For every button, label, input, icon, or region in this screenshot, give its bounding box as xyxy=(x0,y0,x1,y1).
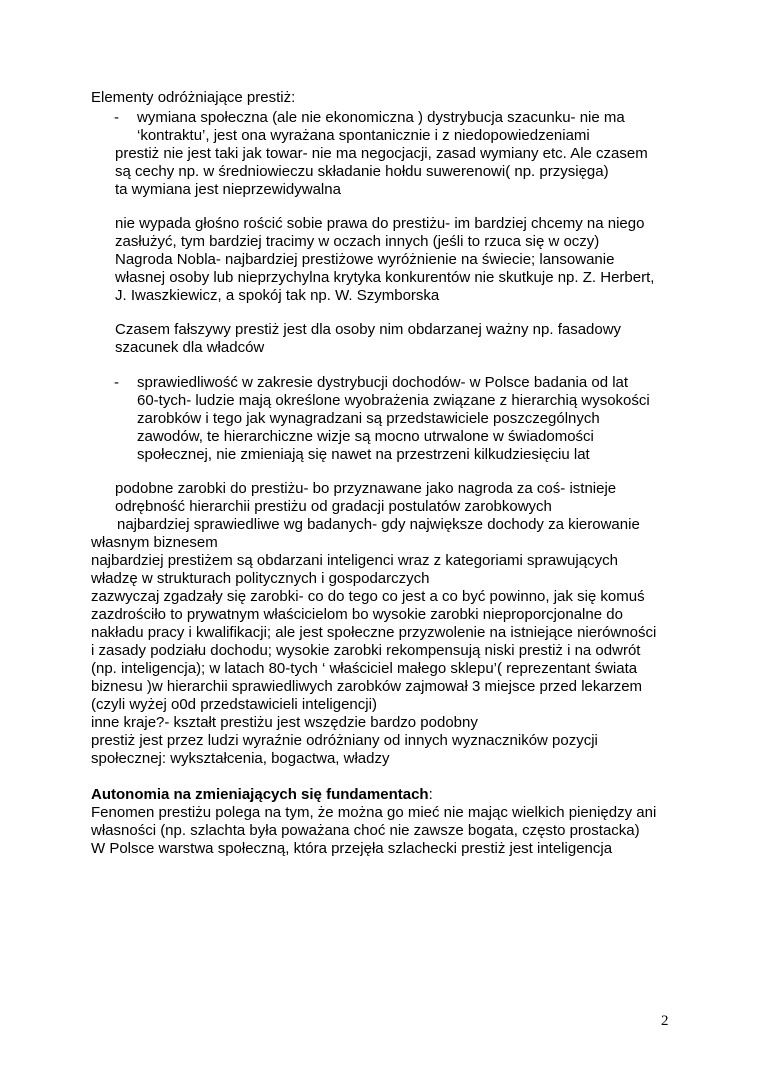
text-line: własności (np. szlachta była poważana choć nie zawsze bogata, często prostacka) xyxy=(91,822,640,839)
text-line: są cechy np. w średniowieczu składanie hołdu suwerenowi( np. przysięga) xyxy=(115,163,609,180)
text-line: własnym biznesem xyxy=(91,534,218,551)
text-line: Nagroda Nobla- najbardziej prestiżowe wyróżnienie na świecie; lansowanie xyxy=(115,251,615,268)
text-line: prestiż nie jest taki jak towar- nie ma negocjacji, zasad wymiany etc. Ale czasem xyxy=(115,145,648,162)
text-line: zasłużyć, tym bardziej tracimy w oczach innych (jeśli to rzuca się w oczy) xyxy=(115,233,600,250)
text-line: (czyli wyżej o0d przedstawicieli inteligencji) xyxy=(91,696,377,713)
text-line: nakładu pracy i kwalifikacji; ale jest społeczne przyzwolenie na istniejące nierówności xyxy=(91,624,657,641)
text-line: najbardziej sprawiedliwe wg badanych- gdy największe dochody za kierowanie xyxy=(117,516,640,533)
text-line: inne kraje?- kształt prestiżu jest wszędzie bardzo podobny xyxy=(91,714,478,731)
text-line: (np. inteligencja); w latach 80-tych ‘ właściciel małego sklepu’( reprezentant świata xyxy=(91,660,638,677)
text-line: własnej osoby lub nieprzychylna krytyka konkurentów nie skutkuje np. Z. Herbert, xyxy=(115,269,655,286)
text-line: wymiana społeczna (ale nie ekonomiczna ) dystrybucja szacunku- nie ma xyxy=(137,109,625,126)
text-line: społecznej, nie zmieniają się nawet na przestrzeni kilkudziesięciu lat xyxy=(137,446,590,463)
text-line: biznesu )w hierarchii sprawiedliwych zarobków zajmował 3 miejsce przed lekarzem xyxy=(91,678,643,695)
text-line: Czasem fałszywy prestiż jest dla osoby nim obdarzanej ważny np. fasadowy xyxy=(115,321,622,338)
bullet-dash: - xyxy=(114,374,119,391)
text-line: zarobków i tego jak wynagradzani są przedstawiciele poszczególnych xyxy=(137,410,600,427)
text-line: społecznej: wykształcenia, bogactwa, władzy xyxy=(91,750,390,767)
subheading: Autonomia na zmieniających się fundamentach xyxy=(91,786,429,803)
text-line: J. Iwaszkiewicz, a spokój tak np. W. Szymborska xyxy=(115,287,440,304)
subheading-line xyxy=(91,786,433,804)
text-line: sprawiedliwość w zakresie dystrybucji dochodów- w Polsce badania od lat xyxy=(137,374,629,391)
subheading-colon: : xyxy=(428,786,433,803)
text-line: zazwyczaj zgadzały się zarobki- co do tego co jest a co być powinno, jak się komuś xyxy=(91,588,645,605)
text-line: prestiż jest przez ludzi wyraźnie odróżniany od innych wyznaczników pozycji xyxy=(91,732,598,749)
text-line: Fenomen prestiżu polega na tym, że można go mieć nie mając wielkich pieniędzy ani xyxy=(91,804,657,821)
text-line: zazdrościło to prywatnym właścicielom bo wysokie zarobki nieproporcjonalne do xyxy=(91,606,623,623)
text-line: zawodów, te hierarchiczne wizje są mocno utrwalone w świadomości xyxy=(137,428,594,445)
page-number: 2 xyxy=(661,1013,669,1029)
text-line: odrębność hierarchii prestiżu od gradacji postulatów zarobkowych xyxy=(115,498,552,515)
text-line: najbardziej prestiżem są obdarzani inteligenci wraz z kategoriami sprawujących xyxy=(91,552,618,569)
text-line: ‘kontraktu’, jest ona wyrażana spontanicznie i z niedopowiedzeniami xyxy=(137,127,590,144)
text-line: szacunek dla władców xyxy=(115,339,265,356)
text-line: władzę w strukturach politycznych i gospodarczych xyxy=(91,570,430,587)
text-line: 60-tych- ludzie mają określone wyobrażenia związane z hierarchią wysokości xyxy=(137,392,650,409)
section-heading: Elementy odróżniające prestiż: xyxy=(91,89,296,106)
text-line: i zasady podziału dochodu; wysokie zarobki rekompensują niski prestiż i na odwrót xyxy=(91,642,641,659)
text-line: W Polsce warstwa społeczną, która przejęła szlachecki prestiż jest inteligencja xyxy=(91,840,613,857)
bullet-dash: - xyxy=(114,109,119,126)
text-line: nie wypada głośno rościć sobie prawa do prestiżu- im bardziej chcemy na niego xyxy=(115,215,645,232)
text-line: podobne zarobki do prestiżu- bo przyznawane jako nagroda za coś- istnieje xyxy=(115,480,617,497)
text-line: ta wymiana jest nieprzewidywalna xyxy=(115,181,341,198)
